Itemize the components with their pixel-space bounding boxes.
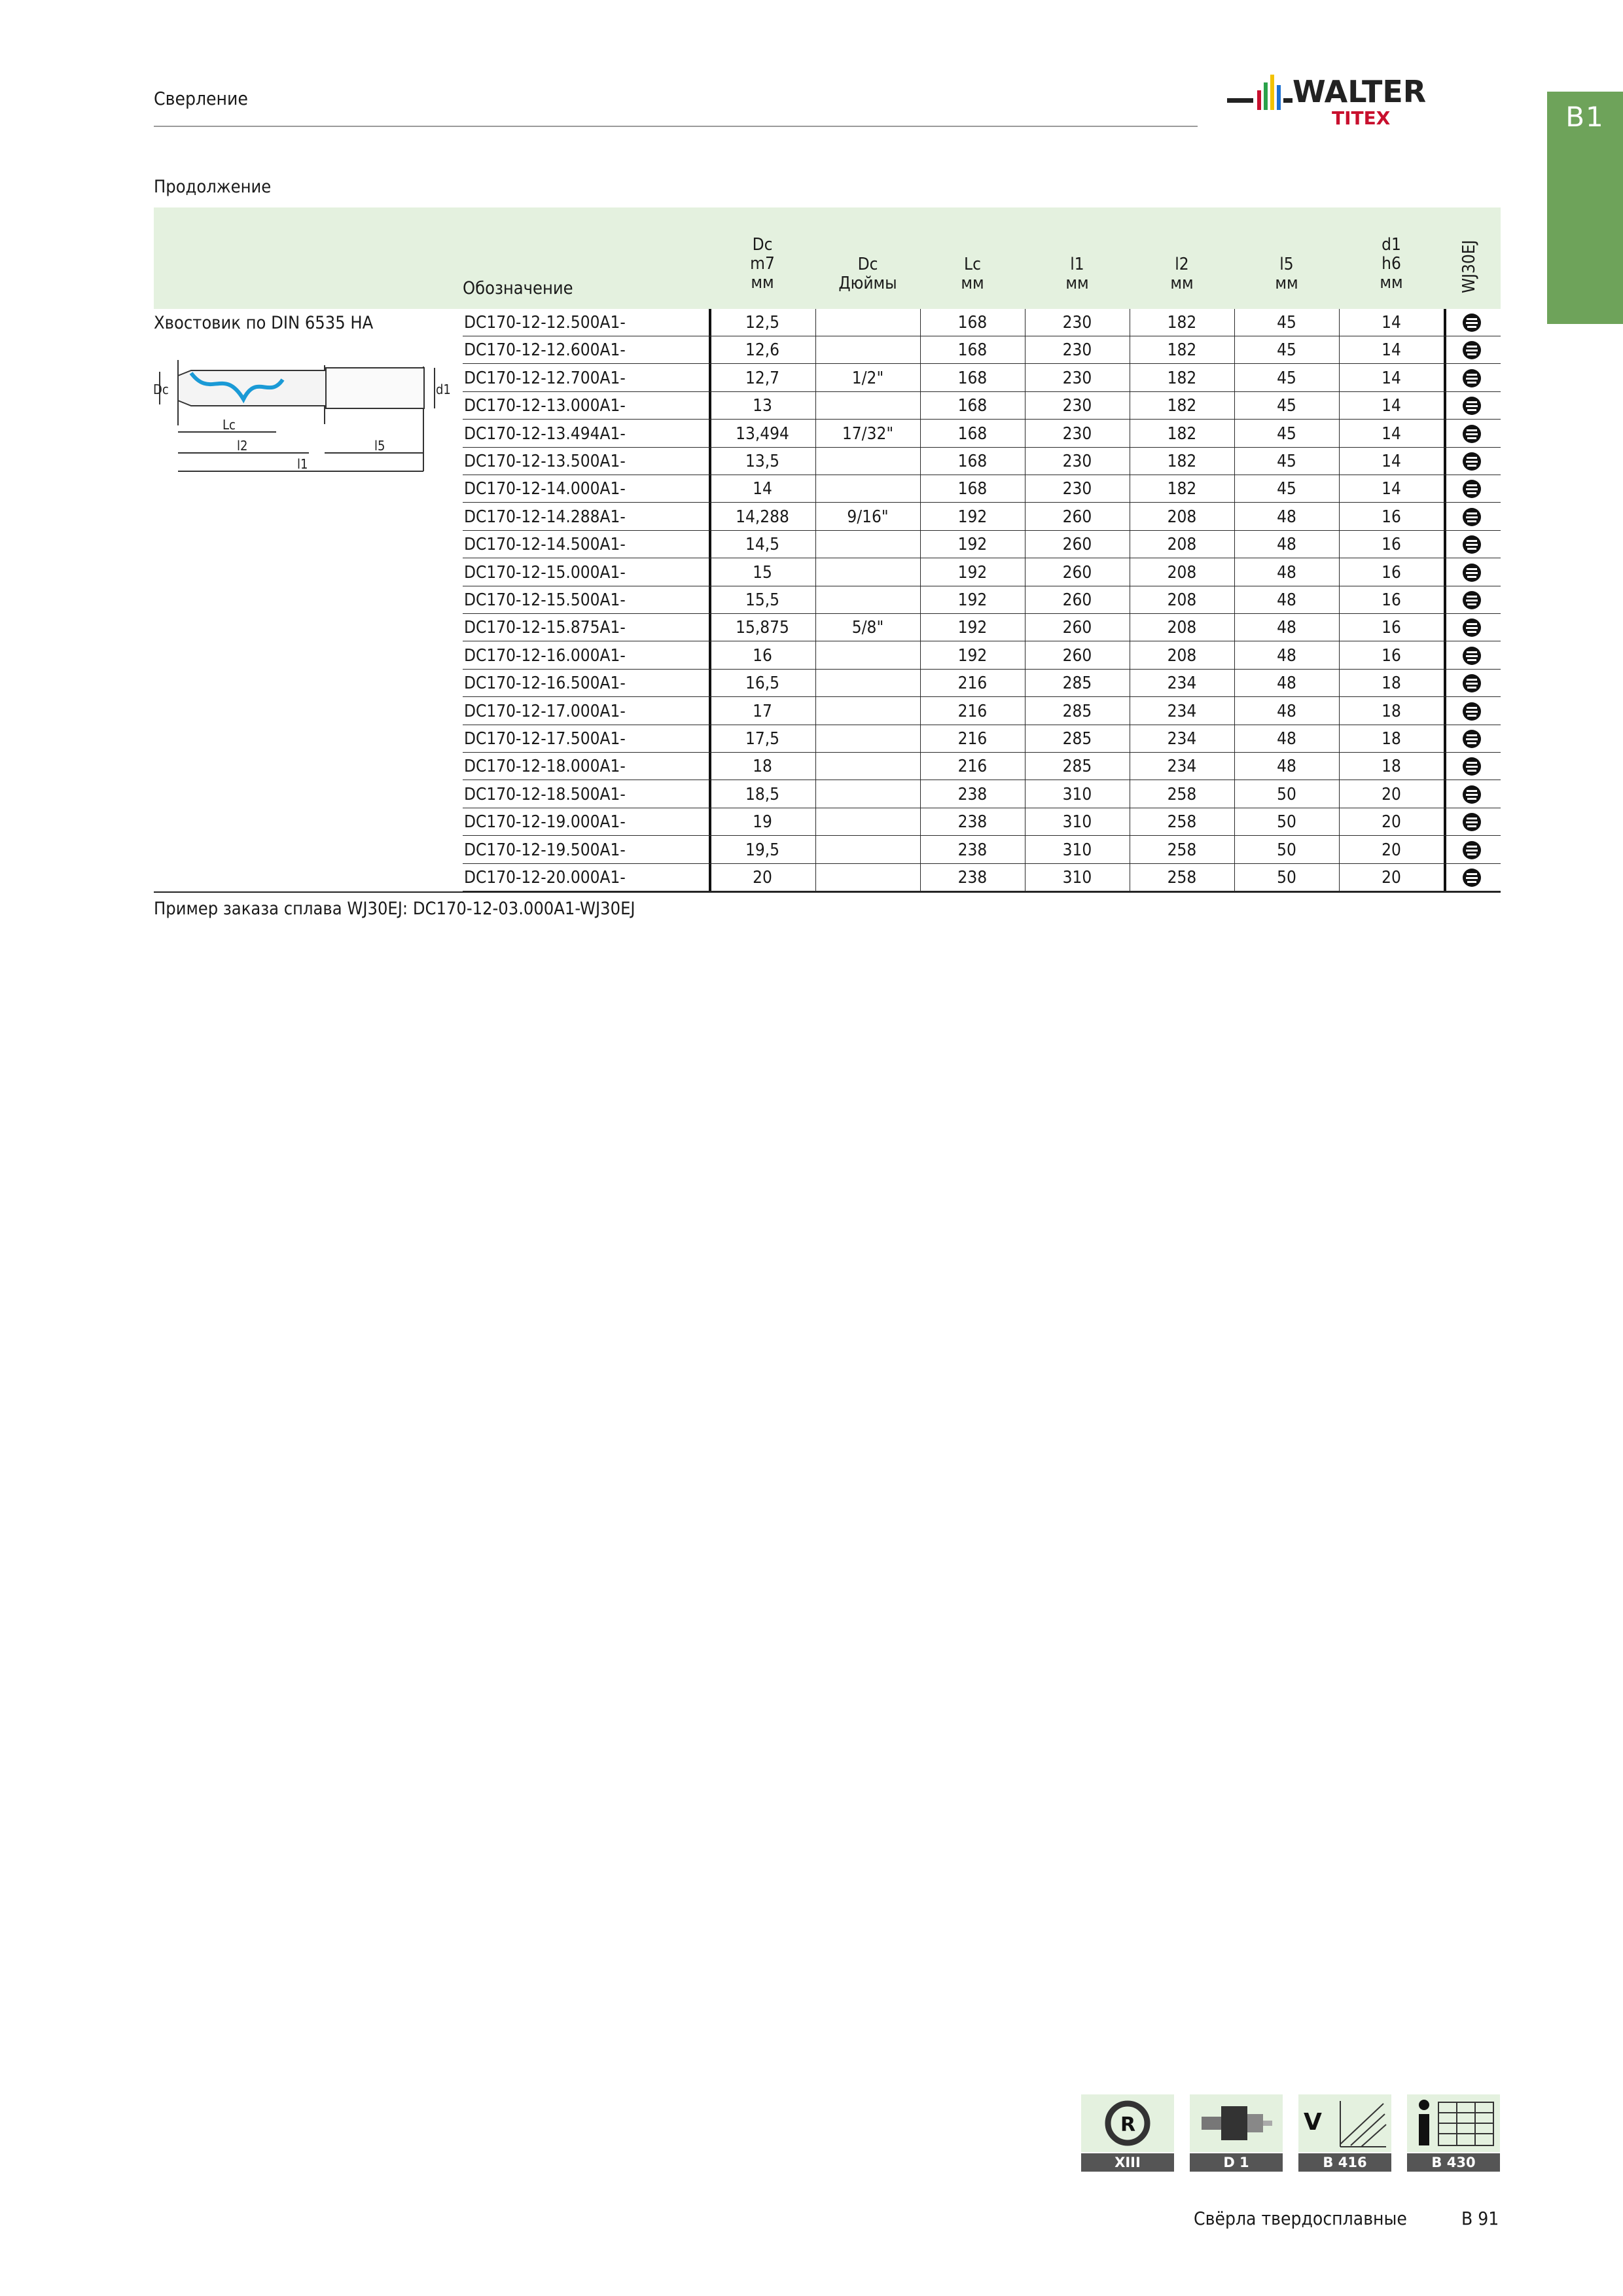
cell-l2: 182 bbox=[1167, 368, 1197, 388]
cell-dc-mm: 17,5 bbox=[745, 729, 780, 749]
cell-designation: DC170-12-15.000A1- bbox=[464, 562, 626, 583]
cell-l1: 310 bbox=[1062, 784, 1092, 804]
cell-designation: DC170-12-18.500A1- bbox=[464, 784, 626, 804]
cell-dc-mm: 16,5 bbox=[745, 673, 780, 694]
cell-d1: 14 bbox=[1382, 423, 1401, 444]
cell-l5: 48 bbox=[1277, 757, 1296, 777]
cell-dc-mm: 15,875 bbox=[736, 618, 789, 638]
cell-l5: 48 bbox=[1277, 645, 1296, 666]
cell-lc: 168 bbox=[957, 452, 988, 471]
stock-item-icon bbox=[1462, 702, 1482, 721]
cell-l2: 182 bbox=[1167, 452, 1197, 471]
chapter-tab bbox=[1547, 92, 1623, 324]
table-row bbox=[463, 836, 1501, 864]
cell-l5: 50 bbox=[1277, 784, 1296, 804]
cell-l5: 48 bbox=[1277, 729, 1296, 749]
cell-dc-mm: 12,6 bbox=[745, 340, 780, 361]
cell-l2: 258 bbox=[1167, 868, 1197, 888]
stock-item-icon bbox=[1462, 646, 1482, 666]
regrind-icon bbox=[1081, 2094, 1174, 2152]
ref-regrind[interactable] bbox=[1081, 2094, 1174, 2172]
ref-label: B 430 bbox=[1407, 2153, 1500, 2172]
table-row bbox=[463, 448, 1501, 475]
cell-lc: 168 bbox=[957, 479, 988, 499]
cell-l1: 285 bbox=[1062, 701, 1092, 721]
col-l1: l1 мм bbox=[1065, 255, 1089, 293]
stock-item-icon bbox=[1462, 673, 1482, 693]
cell-lc: 168 bbox=[957, 396, 988, 416]
cell-l5: 50 bbox=[1277, 840, 1296, 860]
cell-designation: DC170-12-19.000A1- bbox=[464, 812, 626, 833]
cell-designation: DC170-12-17.000A1- bbox=[464, 701, 626, 721]
cell-l1: 310 bbox=[1062, 840, 1092, 860]
cell-dc-mm: 14,5 bbox=[745, 535, 780, 555]
cell-l5: 45 bbox=[1277, 396, 1296, 416]
cell-d1: 14 bbox=[1382, 452, 1401, 471]
label-l2: l2 bbox=[237, 438, 248, 454]
shank-label: Хвостовик по DIN 6535 HA bbox=[154, 313, 374, 333]
stock-item-icon bbox=[1462, 812, 1482, 832]
stock-item-icon bbox=[1462, 868, 1482, 888]
cell-d1: 20 bbox=[1382, 840, 1401, 860]
cell-l1: 230 bbox=[1062, 396, 1092, 416]
table-row bbox=[463, 698, 1501, 725]
cell-l5: 48 bbox=[1277, 590, 1296, 610]
cell-lc: 216 bbox=[957, 701, 988, 721]
ref-info-table[interactable] bbox=[1407, 2094, 1500, 2172]
cell-lc: 168 bbox=[957, 313, 988, 332]
cell-designation: DC170-12-13.000A1- bbox=[464, 396, 626, 416]
ref-toolholder[interactable] bbox=[1190, 2094, 1283, 2172]
walter-titex-logo bbox=[1227, 59, 1502, 131]
stock-item-icon bbox=[1462, 313, 1482, 332]
cell-designation: DC170-12-13.500A1- bbox=[464, 452, 626, 471]
cell-designation: DC170-12-12.700A1- bbox=[464, 368, 626, 388]
cell-lc: 238 bbox=[957, 868, 988, 888]
table-row bbox=[463, 503, 1501, 531]
cell-l1: 230 bbox=[1062, 313, 1092, 332]
cell-d1: 18 bbox=[1382, 757, 1401, 777]
table-row bbox=[463, 864, 1501, 891]
cell-l1: 230 bbox=[1062, 368, 1092, 388]
cell-l5: 45 bbox=[1277, 479, 1296, 499]
cell-designation: DC170-12-19.500A1- bbox=[464, 840, 626, 860]
cell-d1: 16 bbox=[1382, 507, 1401, 527]
cell-l2: 234 bbox=[1167, 673, 1197, 694]
cell-d1: 18 bbox=[1382, 701, 1401, 721]
drill-drawing bbox=[152, 347, 453, 484]
table-row bbox=[463, 475, 1501, 503]
cell-l2: 208 bbox=[1167, 590, 1197, 610]
cell-dc-mm: 19,5 bbox=[745, 840, 780, 860]
stock-item-icon bbox=[1462, 424, 1482, 444]
cell-d1: 18 bbox=[1382, 673, 1401, 694]
cell-dc-mm: 14,288 bbox=[736, 507, 789, 527]
cutting-data-icon bbox=[1298, 2094, 1391, 2152]
cell-lc: 216 bbox=[957, 673, 988, 694]
label-d1: d1 bbox=[436, 382, 451, 397]
cell-l1: 230 bbox=[1062, 452, 1092, 471]
cell-l2: 258 bbox=[1167, 784, 1197, 804]
cell-l1: 260 bbox=[1062, 590, 1092, 610]
section-title: Сверление bbox=[154, 88, 248, 109]
cell-l1: 260 bbox=[1062, 562, 1092, 583]
chapter-tab-label: B1 bbox=[1565, 101, 1605, 133]
col-grade: WJ30EJ bbox=[1459, 240, 1479, 293]
cell-d1: 14 bbox=[1382, 479, 1401, 499]
cell-l2: 208 bbox=[1167, 645, 1197, 666]
stock-item-icon bbox=[1462, 785, 1482, 804]
cell-l5: 45 bbox=[1277, 368, 1296, 388]
label-dc: Dc bbox=[153, 382, 169, 397]
cell-designation: DC170-12-16.500A1- bbox=[464, 673, 626, 694]
stock-item-icon bbox=[1462, 368, 1482, 388]
cell-l5: 48 bbox=[1277, 673, 1296, 694]
cell-l2: 234 bbox=[1167, 701, 1197, 721]
cell-dc-inch: 17/32" bbox=[842, 423, 894, 444]
table-row bbox=[463, 808, 1501, 836]
cell-lc: 238 bbox=[957, 784, 988, 804]
continued-label: Продолжение bbox=[154, 177, 272, 197]
cell-d1: 20 bbox=[1382, 812, 1401, 833]
cell-lc: 216 bbox=[957, 757, 988, 777]
col-dc-mm: Dc m7 мм bbox=[750, 235, 775, 293]
cell-l2: 182 bbox=[1167, 396, 1197, 416]
cell-l1: 260 bbox=[1062, 507, 1092, 527]
cell-d1: 14 bbox=[1382, 368, 1401, 388]
cell-lc: 168 bbox=[957, 340, 988, 361]
toolholder-icon bbox=[1190, 2094, 1283, 2152]
cell-l2: 258 bbox=[1167, 812, 1197, 833]
col-l5: l5 мм bbox=[1275, 255, 1298, 293]
table-row bbox=[463, 392, 1501, 420]
cell-l2: 208 bbox=[1167, 618, 1197, 638]
label-lc: Lc bbox=[223, 417, 236, 433]
stock-item-icon bbox=[1462, 563, 1482, 583]
cell-d1: 14 bbox=[1382, 313, 1401, 332]
cell-lc: 192 bbox=[957, 562, 988, 583]
cell-dc-mm: 12,5 bbox=[745, 313, 780, 332]
cell-l5: 50 bbox=[1277, 812, 1296, 833]
cell-l5: 48 bbox=[1277, 535, 1296, 555]
cell-l5: 48 bbox=[1277, 562, 1296, 583]
table-row bbox=[463, 781, 1501, 808]
cell-designation: DC170-12-14.288A1- bbox=[464, 507, 626, 527]
col-designation: Обозначение bbox=[463, 278, 573, 298]
col-l2: l2 мм bbox=[1170, 255, 1194, 293]
cell-l2: 258 bbox=[1167, 840, 1197, 860]
cell-l5: 50 bbox=[1277, 868, 1296, 888]
cell-lc: 168 bbox=[957, 368, 988, 388]
cell-d1: 16 bbox=[1382, 535, 1401, 555]
cell-l2: 208 bbox=[1167, 507, 1197, 527]
cell-l1: 230 bbox=[1062, 423, 1092, 444]
cell-lc: 192 bbox=[957, 535, 988, 555]
cell-l1: 260 bbox=[1062, 645, 1092, 666]
cell-l5: 45 bbox=[1277, 340, 1296, 361]
cell-l2: 182 bbox=[1167, 479, 1197, 499]
cell-l2: 234 bbox=[1167, 729, 1197, 749]
cell-dc-inch: 9/16" bbox=[847, 507, 889, 527]
page-number: B 91 bbox=[1461, 2208, 1499, 2229]
cell-designation: DC170-12-12.500A1- bbox=[464, 313, 626, 332]
table-row bbox=[463, 559, 1501, 586]
cell-lc: 238 bbox=[957, 840, 988, 860]
cell-d1: 16 bbox=[1382, 645, 1401, 666]
cell-designation: DC170-12-14.000A1- bbox=[464, 479, 626, 499]
table-row bbox=[463, 753, 1501, 780]
table-bottom-rule bbox=[154, 891, 1501, 893]
cell-l1: 230 bbox=[1062, 340, 1092, 361]
table-row bbox=[463, 309, 1501, 336]
header-divider bbox=[154, 126, 1198, 127]
cell-l1: 285 bbox=[1062, 757, 1092, 777]
table-row bbox=[463, 336, 1501, 364]
stock-item-icon bbox=[1462, 507, 1482, 527]
cell-lc: 192 bbox=[957, 618, 988, 638]
ref-label: XIII bbox=[1081, 2153, 1174, 2172]
svg-text:R: R bbox=[1120, 2113, 1136, 2136]
col-lc: Lc мм bbox=[961, 255, 984, 293]
table-row bbox=[463, 586, 1501, 614]
cell-d1: 14 bbox=[1382, 396, 1401, 416]
cell-dc-mm: 19 bbox=[753, 812, 772, 833]
cell-d1: 16 bbox=[1382, 618, 1401, 638]
label-l1: l1 bbox=[297, 456, 308, 472]
cell-d1: 20 bbox=[1382, 784, 1401, 804]
cell-d1: 18 bbox=[1382, 729, 1401, 749]
cell-l2: 182 bbox=[1167, 340, 1197, 361]
cell-lc: 192 bbox=[957, 507, 988, 527]
cell-designation: DC170-12-13.494A1- bbox=[464, 423, 626, 444]
ref-label: D 1 bbox=[1190, 2153, 1283, 2172]
cell-l1: 310 bbox=[1062, 868, 1092, 888]
cell-l1: 260 bbox=[1062, 618, 1092, 638]
cell-l1: 260 bbox=[1062, 535, 1092, 555]
cell-designation: DC170-12-17.500A1- bbox=[464, 729, 626, 749]
table-row bbox=[463, 531, 1501, 558]
cell-designation: DC170-12-14.500A1- bbox=[464, 535, 626, 555]
stock-item-icon bbox=[1462, 452, 1482, 471]
cell-designation: DC170-12-20.000A1- bbox=[464, 868, 626, 888]
table-row bbox=[463, 725, 1501, 753]
order-example: Пример заказа сплава WJ30EJ: DC170-12-03.000A1-WJ30EJ bbox=[154, 899, 635, 919]
cell-dc-mm: 13,5 bbox=[745, 452, 780, 471]
cell-designation: DC170-12-18.000A1- bbox=[464, 757, 626, 777]
cell-lc: 216 bbox=[957, 729, 988, 749]
cell-l2: 182 bbox=[1167, 313, 1197, 332]
cell-dc-mm: 15 bbox=[753, 562, 772, 583]
stock-item-icon bbox=[1462, 590, 1482, 610]
col-dc-inch: Dc Дюймы bbox=[838, 255, 897, 293]
cell-dc-mm: 14 bbox=[753, 479, 772, 499]
cell-designation: DC170-12-15.500A1- bbox=[464, 590, 626, 610]
cell-lc: 192 bbox=[957, 645, 988, 666]
cell-l2: 208 bbox=[1167, 535, 1197, 555]
cell-lc: 238 bbox=[957, 812, 988, 833]
cell-lc: 192 bbox=[957, 590, 988, 610]
cell-designation: DC170-12-12.600A1- bbox=[464, 340, 626, 361]
table-row bbox=[463, 365, 1501, 392]
cell-dc-mm: 15,5 bbox=[745, 590, 780, 610]
cell-l2: 234 bbox=[1167, 757, 1197, 777]
col-d1: d1 h6 мм bbox=[1380, 235, 1403, 293]
cell-dc-inch: 5/8" bbox=[851, 618, 884, 638]
cell-dc-mm: 20 bbox=[753, 868, 772, 888]
svg-text:V: V bbox=[1304, 2109, 1322, 2136]
cell-lc: 168 bbox=[957, 423, 988, 444]
cell-dc-mm: 16 bbox=[753, 645, 772, 666]
cell-designation: DC170-12-15.875A1- bbox=[464, 618, 626, 638]
stock-item-icon bbox=[1462, 840, 1482, 860]
ref-cutting-data[interactable] bbox=[1298, 2094, 1391, 2172]
cell-l1: 230 bbox=[1062, 479, 1092, 499]
stock-item-icon bbox=[1462, 729, 1482, 749]
table-row bbox=[463, 420, 1501, 448]
cell-d1: 16 bbox=[1382, 590, 1401, 610]
stock-item-icon bbox=[1462, 340, 1482, 360]
stock-item-icon bbox=[1462, 618, 1482, 637]
footer-title: Свёрла твердосплавные bbox=[1194, 2208, 1407, 2229]
table-row bbox=[463, 642, 1501, 670]
cell-dc-mm: 12,7 bbox=[745, 368, 780, 388]
cell-l5: 48 bbox=[1277, 507, 1296, 527]
cell-l1: 285 bbox=[1062, 729, 1092, 749]
stock-item-icon bbox=[1462, 535, 1482, 554]
label-l5: l5 bbox=[374, 438, 385, 454]
cell-dc-mm: 18,5 bbox=[745, 784, 780, 804]
cell-dc-mm: 13,494 bbox=[736, 423, 789, 444]
cell-l5: 45 bbox=[1277, 313, 1296, 332]
stock-item-icon bbox=[1462, 757, 1482, 776]
stock-item-icon bbox=[1462, 396, 1482, 416]
cell-l1: 310 bbox=[1062, 812, 1092, 833]
cell-designation: DC170-12-16.000A1- bbox=[464, 645, 626, 666]
cell-l1: 285 bbox=[1062, 673, 1092, 694]
cell-l5: 48 bbox=[1277, 701, 1296, 721]
cell-l5: 45 bbox=[1277, 423, 1296, 444]
cell-d1: 14 bbox=[1382, 340, 1401, 361]
cell-l2: 208 bbox=[1167, 562, 1197, 583]
table-row bbox=[463, 614, 1501, 641]
cell-d1: 20 bbox=[1382, 868, 1401, 888]
cell-dc-mm: 18 bbox=[753, 757, 772, 777]
cell-dc-inch: 1/2" bbox=[851, 368, 884, 388]
ref-label: B 416 bbox=[1298, 2153, 1391, 2172]
table-row bbox=[463, 670, 1501, 697]
cell-dc-mm: 17 bbox=[753, 701, 772, 721]
cell-dc-mm: 13 bbox=[753, 396, 772, 416]
stock-item-icon bbox=[1462, 479, 1482, 499]
cell-l2: 182 bbox=[1167, 423, 1197, 444]
cell-l5: 45 bbox=[1277, 452, 1296, 471]
cell-d1: 16 bbox=[1382, 562, 1401, 583]
logo-main-text: WALTER bbox=[1293, 74, 1427, 109]
logo-sub-text: TITEX bbox=[1332, 107, 1391, 129]
info-table-icon bbox=[1407, 2094, 1500, 2152]
cell-l5: 48 bbox=[1277, 618, 1296, 638]
